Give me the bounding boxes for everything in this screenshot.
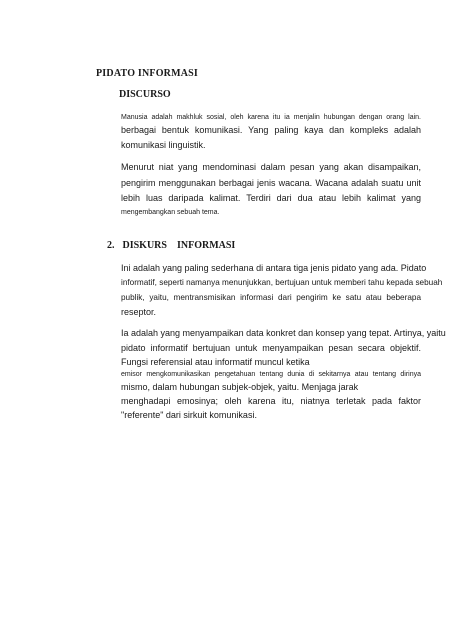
section-2-para-2-line-5: mismo, dalam hubungan subjek-objek, yaitu. Menjaga jarak [121,382,359,392]
section-2-para-2-line-2: pidato informatif bertujuan untuk menyampaikan pesan secara objektif. [121,343,421,353]
section-2-heading-word-1: DISKURS [122,240,167,251]
section-2-para-2-line-4: emisor mengkomunikasikan pengetahuan tentang dunia di sekitarnya atau tentang dirinya [121,371,421,378]
section-2-heading [107,240,235,251]
section-2-heading-word-2: INFORMASI [176,240,236,251]
section-2-para-1-line-2: informatif, seperti namanya menunjukkan, bertujuan untuk memberi tahu kepada sebuah [121,278,443,287]
section-2-para-1-line-4: reseptor. [121,307,157,317]
section-2-para-2-line-7: "referente" dari sirkuit komunikasi. [121,410,257,420]
section-2-para-1-line-1: Ini adalah yang paling sederhana di antara tiga jenis pidato yang ada. Pidato [121,263,427,273]
section-2-para-2-line-6: menghadapi emosinya; oleh karena itu, niatnya terletak pada faktor [121,396,421,406]
section-2-para-2-line-1: Ia adalah yang menyampaikan data konkret dan konsep yang tepat. Artinya, yaitu [121,328,446,338]
section-1-para-1-line-1: Manusia adalah makhluk sosial, oleh karena itu ia menjalin hubungan dengan orang lain. [121,114,421,121]
section-1-para-2-line-2: pengirim menggunakan berbagai jenis wacana. Wacana adalah suatu unit [121,178,421,188]
section-1-para-2-line-1: Menurut niat yang mendominasi dalam pesan yang akan disampaikan, [121,162,421,172]
document-title: PIDATO INFORMASI [96,68,199,79]
section-1-para-1-line-2: berbagai bentuk komunikasi. Yang paling kaya dan kompleks adalah [121,125,421,135]
section-2-number: 2. [107,240,115,251]
section-1-para-1-line-3: komunikasi linguistik. [121,140,206,150]
section-1-heading: DISCURSO [119,89,171,100]
section-2-para-2-line-3: Fungsi referensial atau informatif muncul ketika [121,357,310,367]
section-2-para-1-line-3: publik, yaitu, mentransmisikan informasi dari pengirim ke satu atau beberapa [121,293,421,302]
section-1-para-2-line-3: lebih luas daripada kalimat. Terdiri dari dua atau lebih kalimat yang [121,193,421,203]
section-1-para-2-line-4: mengembangkan sebuah tema. [121,209,220,216]
